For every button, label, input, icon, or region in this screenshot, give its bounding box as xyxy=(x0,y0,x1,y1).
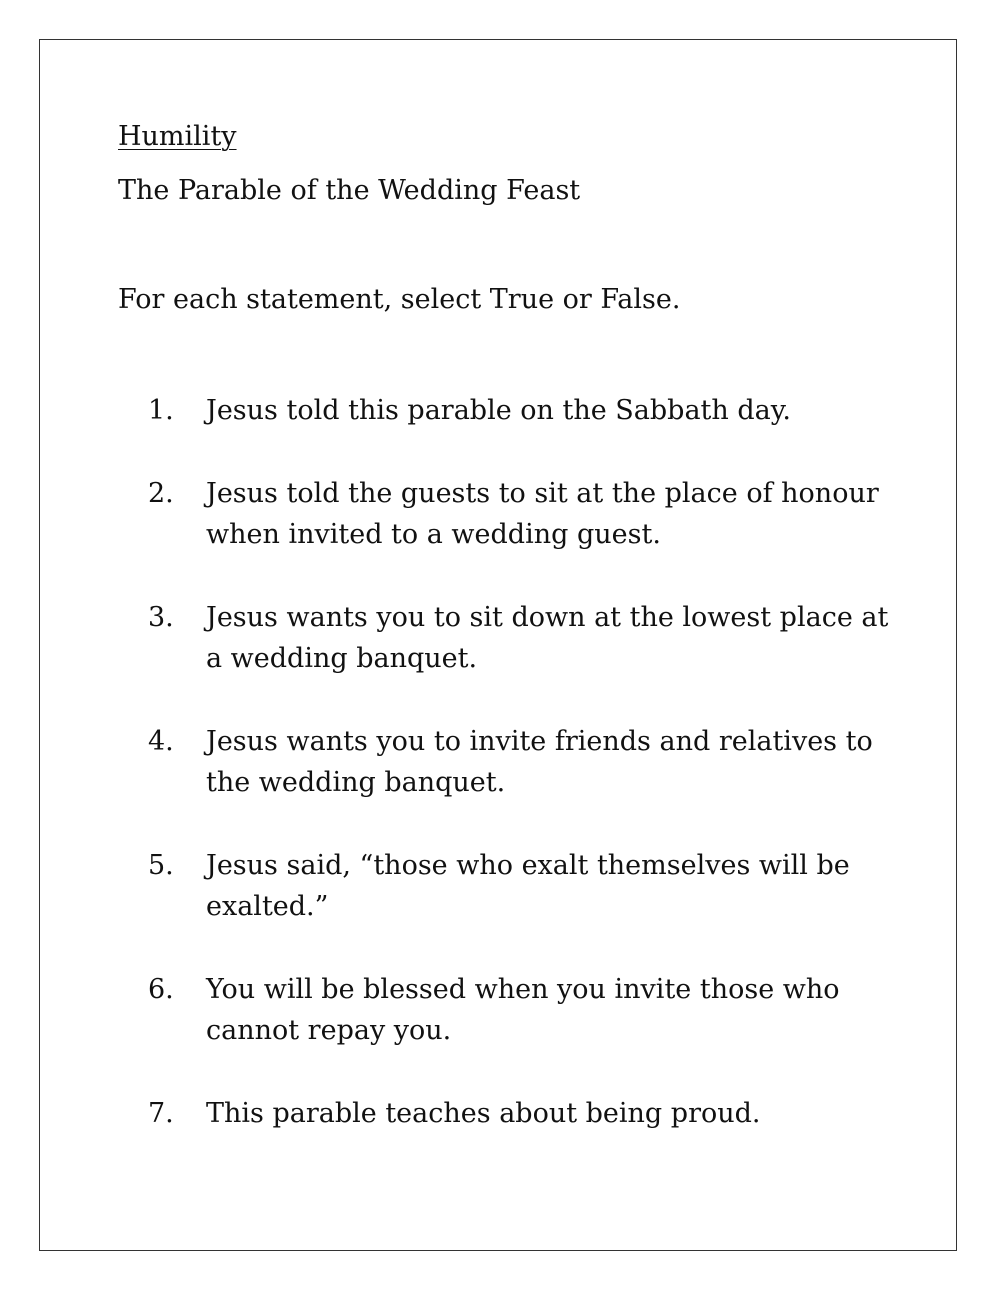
question-text: This parable teaches about being proud. xyxy=(206,1098,761,1129)
question-item-1 xyxy=(140,390,900,431)
question-number: 5. xyxy=(148,850,174,881)
worksheet-heading: Humility xyxy=(118,121,237,152)
worksheet-instructions: For each statement, select True or False. xyxy=(118,284,681,315)
question-list xyxy=(140,390,900,1176)
question-text: Jesus wants you to sit down at the lowest place at a wedding banquet. xyxy=(206,602,889,674)
question-text: Jesus told this parable on the Sabbath day. xyxy=(206,395,792,426)
question-item-3 xyxy=(140,597,900,679)
question-item-5 xyxy=(140,845,900,927)
question-item-4 xyxy=(140,721,900,803)
question-item-2 xyxy=(140,473,900,555)
worksheet-subtitle: The Parable of the Wedding Feast xyxy=(118,175,581,206)
question-number: 3. xyxy=(148,602,174,633)
question-text: Jesus told the guests to sit at the place of honour when invited to a wedding guest. xyxy=(206,478,879,550)
question-number: 7. xyxy=(148,1098,174,1129)
question-text: Jesus wants you to invite friends and relatives to the wedding banquet. xyxy=(206,726,873,798)
question-number: 4. xyxy=(148,726,174,757)
question-item-6 xyxy=(140,969,900,1051)
question-text: Jesus said, “those who exalt themselves will be exalted.” xyxy=(206,850,850,922)
question-number: 6. xyxy=(148,974,174,1005)
question-text: You will be blessed when you invite those who cannot repay you. xyxy=(206,974,840,1046)
question-number: 2. xyxy=(148,478,174,509)
question-item-7 xyxy=(140,1093,900,1134)
question-number: 1. xyxy=(148,395,174,426)
